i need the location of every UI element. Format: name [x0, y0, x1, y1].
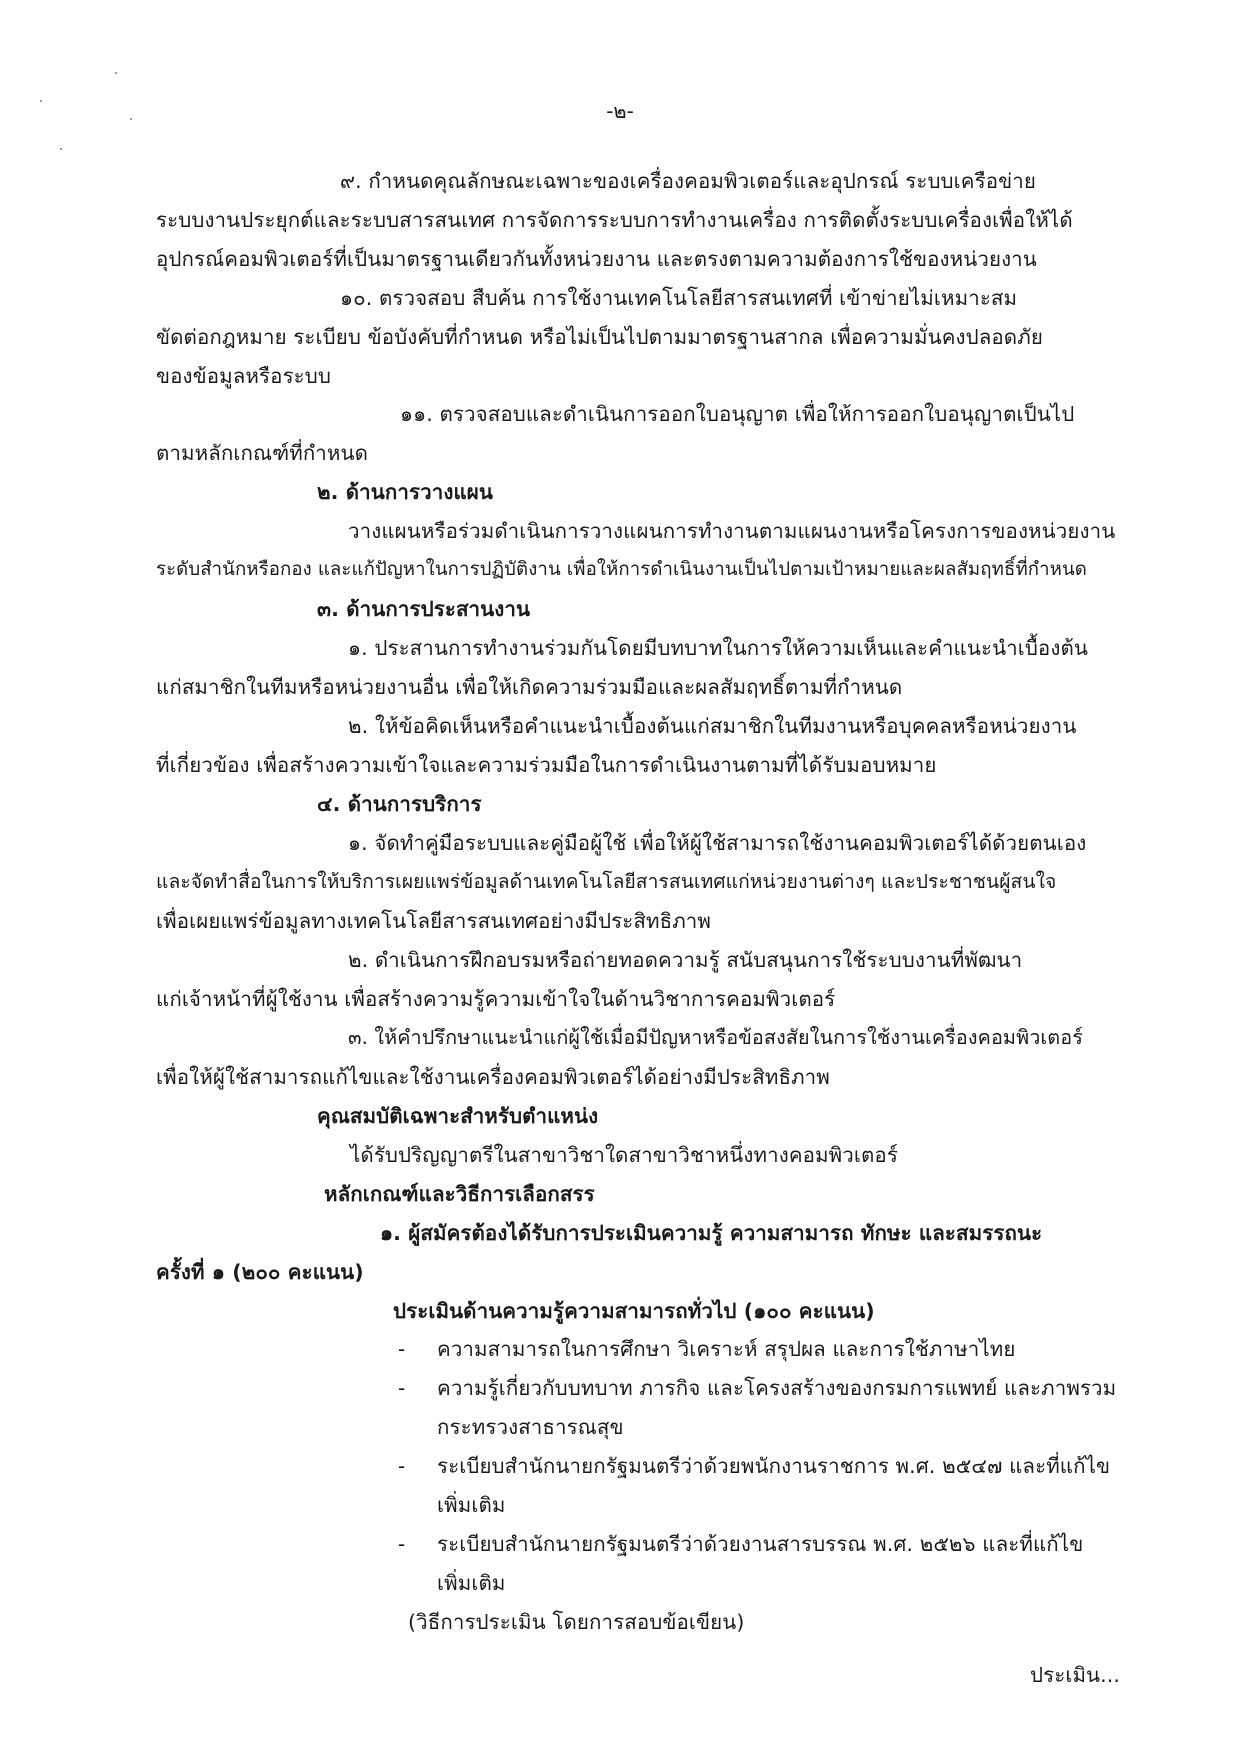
- text-line: ๓. ให้คำปรึกษาแนะนำแก่ผู้ใช้เมื่อมีปัญหาหรือข้อสงสัยในการใช้งานเครื่องคอมพิวเตอร์: [348, 1026, 1083, 1049]
- text-line: ๑. จัดทำคู่มือระบบและคู่มือผู้ใช้ เพื่อให้ผู้ใช้สามารถใช้งานคอมพิวเตอร์ได้ด้วยตนเอง: [348, 831, 1087, 855]
- text-line: ครั้งที่ ๑ (๒๐๐ คะแนน): [156, 1260, 364, 1284]
- sub-heading: ประเมินด้านความรู้ความสามารถทั่วไป (๑๐๐ คะแนน): [393, 1299, 875, 1323]
- section-heading: ๒. ด้านการวางแผน: [317, 480, 493, 504]
- text-line: ของข้อมูลหรือระบบ: [156, 364, 332, 388]
- text-line: ๒. ดำเนินการฝึกอบรมหรือถ่ายทอดความรู้ สนับสนุนการใช้ระบบงานที่พัฒนา: [348, 948, 1023, 972]
- text-line: ๙. กำหนดคุณลักษณะเฉพาะของเครื่องคอมพิวเตอร์และอุปกรณ์ ระบบเครือข่าย: [340, 169, 1036, 193]
- text-line: ระดับสำนักหรือกอง และแก้ปัญหาในการปฏิบัติงาน เพื่อให้การดำเนินงานเป็นไปตามเป้าหมายและผลสัมฤทธิ์ที่กำหนด: [156, 559, 1087, 580]
- bullet-item: ระเบียบสำนักนายกรัฐมนตรีว่าด้วยพนักงานราชการ พ.ศ. ๒๕๔๗ และที่แก้ไข: [437, 1454, 1111, 1478]
- text-line: ๑. ประสานการทำงานร่วมกันโดยมีบทบาทในการให้ความเห็นและคำแนะนำเบื้องต้น: [348, 636, 1088, 660]
- bullet-item-continued: เพิ่มเติม: [437, 1571, 506, 1595]
- text-line: แก่สมาชิกในทีมหรือหน่วยงานอื่น เพื่อให้เกิดความร่วมมือและผลสัมฤทธิ์ตามที่กำหนด: [156, 675, 903, 699]
- text-line: เพื่อให้ผู้ใช้สามารถแก้ไขและใช้งานเครื่องคอมพิวเตอร์ได้อย่างมีประสิทธิภาพ: [156, 1065, 830, 1089]
- section-heading: ๓. ด้านการประสานงาน: [317, 597, 531, 621]
- text-line: ขัดต่อกฎหมาย ระเบียบ ข้อบังคับที่กำหนด หรือไม่เป็นไปตามมาตรฐานสากล เพื่อความมั่นคงปลอดภัย: [156, 325, 1043, 349]
- text-line: ได้รับปริญญาตรีในสาขาวิชาใดสาขาวิชาหนึ่งทางคอมพิวเตอร์: [350, 1143, 898, 1167]
- bullet-item: ความสามารถในการศึกษา วิเคราะห์ สรุปผล และการใช้ภาษาไทย: [437, 1337, 1016, 1361]
- text-line: ตามหลักเกณฑ์ที่กำหนด: [156, 441, 369, 465]
- bullet-item: ระเบียบสำนักนายกรัฐมนตรีว่าด้วยงานสารบรรณ พ.ศ. ๒๕๒๖ และที่แก้ไข: [437, 1532, 1084, 1556]
- section-heading: คุณสมบัติเฉพาะสำหรับตำแหน่ง: [317, 1104, 599, 1128]
- bullet-dash: -: [398, 1376, 406, 1400]
- assessment-method-note: (วิธีการประเมิน โดยการสอบข้อเขียน): [408, 1610, 745, 1634]
- bullet-dash: -: [398, 1337, 406, 1361]
- section-heading: ๔. ด้านการบริการ: [317, 792, 482, 816]
- text-line: วางแผนหรือร่วมดำเนินการวางแผนการทำงานตามแผนงานหรือโครงการของหน่วยงาน: [348, 519, 1116, 543]
- bullet-item-continued: เพิ่มเติม: [437, 1493, 506, 1517]
- text-line: ระบบงานประยุกต์และระบบสารสนเทศ การจัดการระบบการทำงานเครื่อง การติดตั้งระบบเครื่องเพื่อให้ได้: [156, 208, 1073, 232]
- text-line: อุปกรณ์คอมพิวเตอร์ที่เป็นมาตรฐานเดียวกันทั้งหน่วยงาน และตรงตามความต้องการใช้ของหน่วยงาน: [156, 247, 1037, 271]
- text-line: ๒. ให้ข้อคิดเห็นหรือคำแนะนำเบื้องต้นแก่สมาชิกในทีมงานหรือบุคคลหรือหน่วยงาน: [348, 714, 1077, 738]
- text-line: ๑๐. ตรวจสอบ สืบค้น การใช้งานเทคโนโลยีสารสนเทศที่ เข้าข่ายไม่เหมาะสม: [340, 286, 1018, 310]
- scan-speck: [115, 72, 117, 74]
- text-line: ที่เกี่ยวข้อง เพื่อสร้างความเข้าใจและความร่วมมือในการดำเนินงานตามที่ได้รับมอบหมาย: [156, 753, 937, 777]
- text-line: ๑. ผู้สมัครต้องได้รับการประเมินความรู้ ความสามารถ ทักษะ และสมรรถนะ: [380, 1221, 1043, 1245]
- scan-speck: [60, 148, 62, 150]
- text-line: เพื่อเผยแพร่ข้อมูลทางเทคโนโลยีสารสนเทศอย่างมีประสิทธิภาพ: [156, 909, 712, 933]
- bullet-item: ความรู้เกี่ยวกับบทบาท ภารกิจ และโครงสร้างของกรมการแพทย์ และภาพรวม: [437, 1376, 1117, 1400]
- section-heading: หลักเกณฑ์และวิธีการเลือกสรร: [324, 1182, 595, 1206]
- page-number: -๒-: [606, 99, 634, 123]
- text-line: ๑๑. ตรวจสอบและดำเนินการออกใบอนุญาต เพื่อให้การออกใบอนุญาตเป็นไป: [400, 402, 1075, 426]
- text-line: แก่เจ้าหน้าที่ผู้ใช้งาน เพื่อสร้างความรู้ความเข้าใจในด้านวิชาการคอมพิวเตอร์: [156, 987, 836, 1011]
- bullet-item-continued: กระทรวงสาธารณสุข: [437, 1415, 624, 1439]
- bullet-dash: -: [398, 1454, 406, 1478]
- text-line: และจัดทำสื่อในการให้บริการเผยแพร่ข้อมูลด้านเทคโนโลยีสารสนเทศแก่หน่วยงานต่างๆ และประชาชนผู้สนใจ: [156, 870, 1057, 893]
- continuation-word: ประเมิน...: [1030, 1663, 1121, 1687]
- bullet-dash: -: [398, 1532, 406, 1556]
